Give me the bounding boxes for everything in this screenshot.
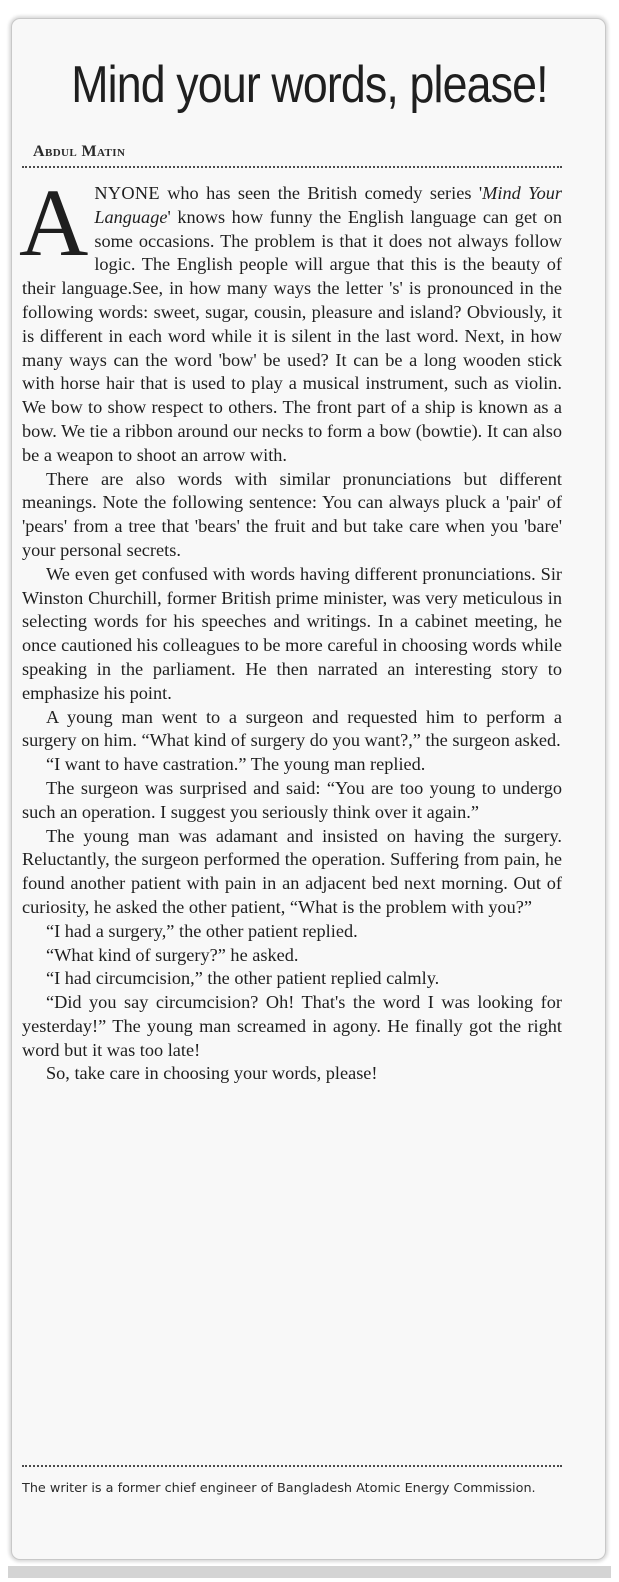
byline: Abdul Matin — [33, 143, 126, 160]
paragraph: “I want to have castration.” The young man replied. — [46, 754, 426, 775]
article-body — [19, 169, 562, 1086]
top-dotted-divider — [22, 166, 562, 168]
paragraph: The surgeon was surprised and said: “You are too young to undergo such an operation. I suggest you seriously think over it again.” — [22, 777, 562, 822]
bottom-dotted-divider — [22, 1465, 562, 1467]
paragraph: So, take care in choosing your words, please! — [46, 1063, 378, 1084]
paragraph: “What kind of surgery?” he asked. — [46, 944, 299, 965]
paragraph: The young man was adamant and insisted on having the surgery. Reluctantly, the surgeon performed the operation. Suffering from pain, he found another patient with pain in an adjacent bed next morning. Out of curiosity, he asked the other patient, “What is the problem with you?” — [22, 825, 562, 917]
paragraph: A young man went to a surgeon and requested him to perform a surgery on him. “What kind of surgery do you want?,” the surgeon asked. — [22, 706, 562, 751]
paragraph: “I had a surgery,” the other patient replied. — [46, 920, 358, 941]
page-bottom-band — [8, 1566, 611, 1578]
paragraph: There are also words with similar pronunciations but different meanings. Note the following sentence: You can always pluck a 'pair' of 'pears' from a tree that 'bears' the fruit and but take care when you 'bare' your personal secrets. — [22, 468, 562, 560]
author-note: The writer is a former chief engineer of Bangladesh Atomic Energy Commission. — [22, 1481, 536, 1496]
lead-paragraph — [19, 169, 562, 468]
lead-text-rest: ' knows how funny the English language can get on some occasions. The problem is that it does not always follow logic. The English people will argue that this is the beauty of their language.See, in how many ways the letter 's' is pronounced in the following words: sweet, sugar, cousin, pleasure and island? Obviously, it is different in each word while it is silent in the last word. Next, in how many ways can the word 'bow' be used? It can be a long wooden stick with horse hair that is used to play a musical instrument, such as violin. We bow to show respect to others. The front part of a ship is known as a bow. We tie a ribbon around our necks to form a bow (bowtie). It can also be a weapon to shoot an arrow with. — [22, 206, 562, 465]
lead-caps: NYONE — [94, 183, 160, 203]
lead-text-start: who has seen the British comedy series ' — [159, 183, 483, 203]
paragraph: We even get confused with words having different pronunciations. Sir Winston Churchill, former British prime minister, was very meticulous in selecting words for his speeches and writings. In a cabinet meeting, he once cautioned his colleagues to be more careful in choosing words while speaking in the parliament. He then narrated an interesting story to emphasize his point. — [22, 563, 562, 703]
series-title: Mind Your Language — [94, 183, 562, 227]
paragraph: “I had circumcision,” the other patient replied calmly. — [46, 968, 440, 989]
headline: Mind your words, please! — [71, 56, 548, 114]
paragraph: “Did you say circumcision? Oh! That's the word I was looking for yesterday!” The young man screamed in agony. He finally got the right word but it was too late! — [22, 992, 562, 1060]
drop-cap: A — [19, 169, 89, 276]
